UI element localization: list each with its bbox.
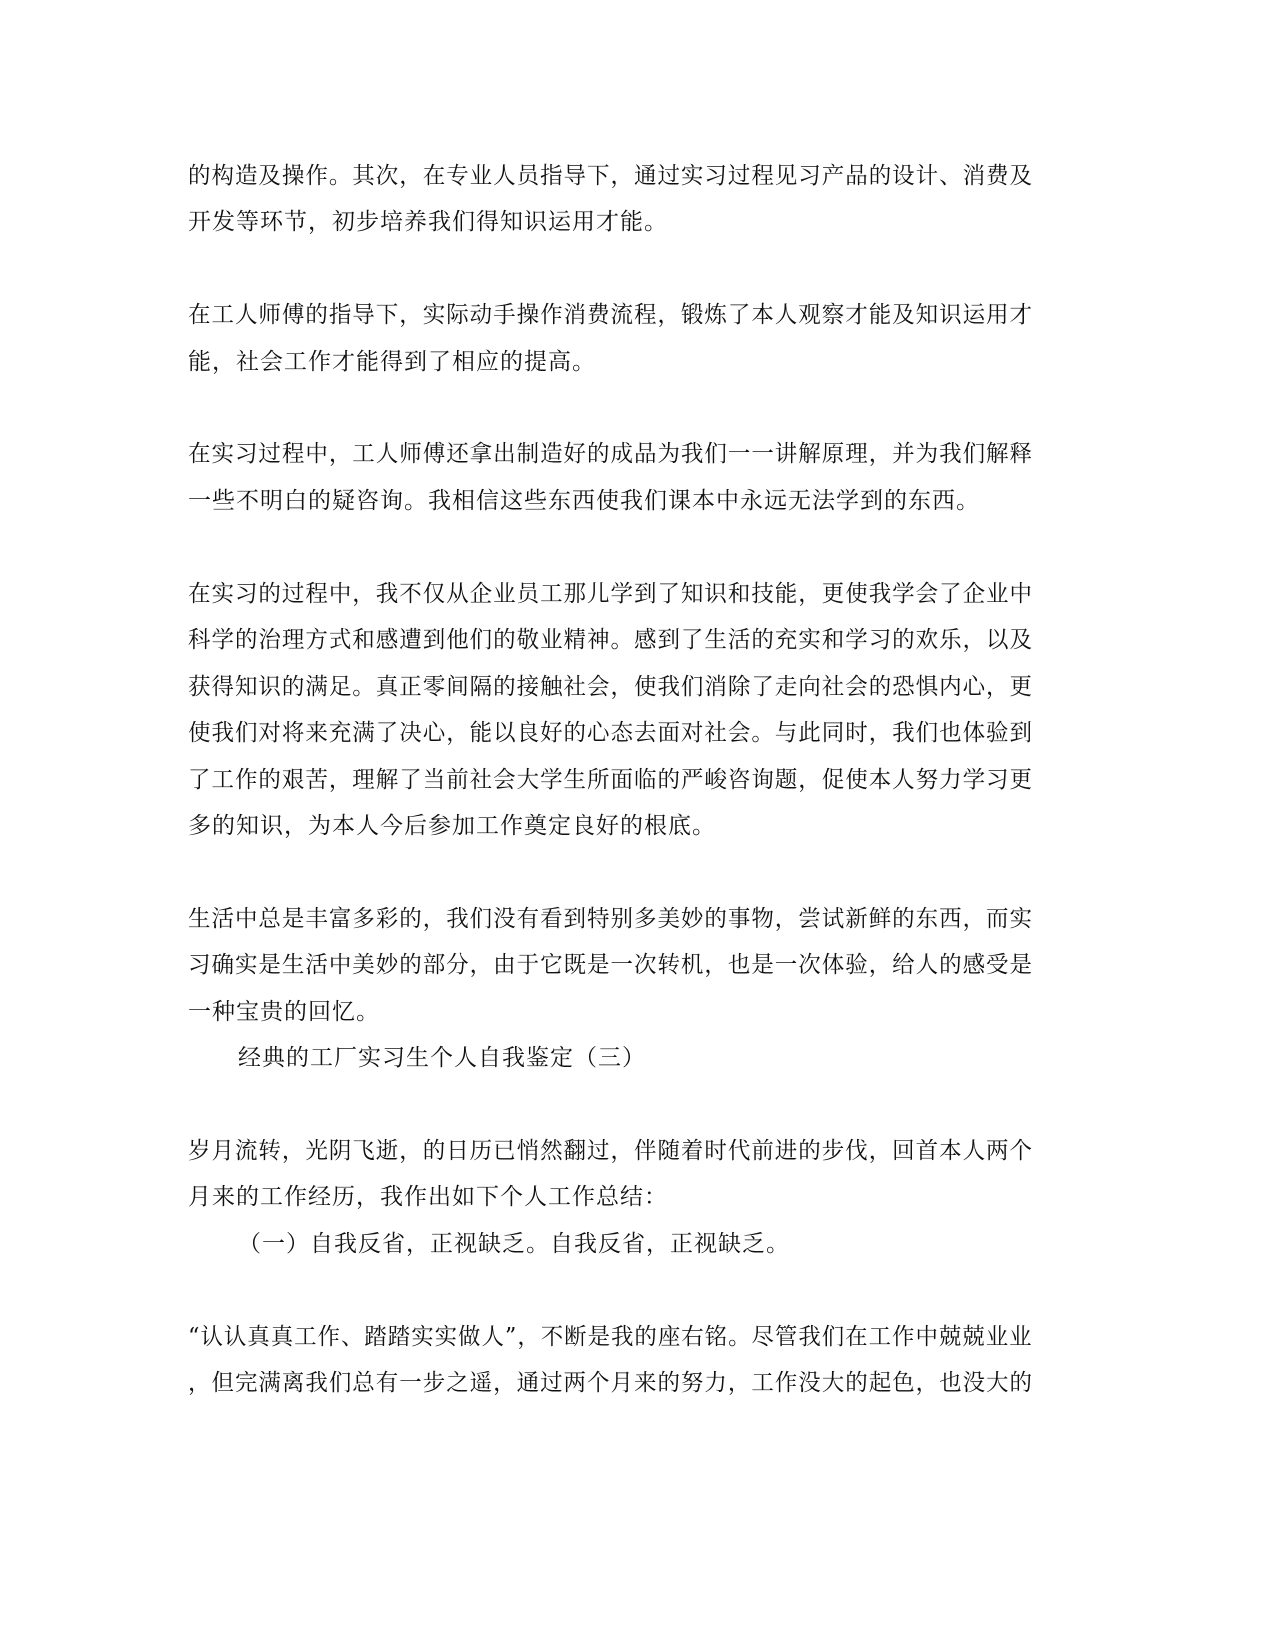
paragraph-line: 岁月流转，光阴飞逝，的日历已悄然翻过，伴随着时代前进的步伐，回首本人两个: [188, 1138, 1033, 1164]
paragraph-line: 的构造及操作。其次，在专业人员指导下，通过实习过程见习产品的设计、消费及: [188, 163, 1033, 189]
paragraph-line: 开发等环节，初步培养我们得知识运用才能。: [188, 209, 668, 235]
paragraph-line: 在工人师傅的指导下，实际动手操作消费流程，锻炼了本人观察才能及知识运用才: [188, 302, 1033, 328]
paragraph-line: 生活中总是丰富多彩的，我们没有看到特别多美妙的事物，尝试新鲜的东西，而实: [188, 906, 1033, 932]
paragraph-line: 在实习的过程中，我不仅从企业员工那儿学到了知识和技能，更使我学会了企业中: [188, 581, 1033, 607]
paragraph-line: 科学的治理方式和感遭到他们的敬业精神。感到了生活的充实和学习的欢乐，以及: [188, 627, 1033, 653]
paragraph-line: 了工作的艰苦，理解了当前社会大学生所面临的严峻咨询题，促使本人努力学习更: [188, 767, 1033, 793]
paragraph-line: 多的知识，为本人今后参加工作奠定良好的根底。: [188, 813, 716, 839]
paragraph-line: 能，社会工作才能得到了相应的提高。: [188, 349, 596, 375]
subsection-heading: （一）自我反省，正视缺乏。自我反省，正视缺乏。: [238, 1231, 790, 1257]
paragraph-line: 月来的工作经历，我作出如下个人工作总结：: [188, 1184, 668, 1210]
paragraph-line: 获得知识的满足。真正零间隔的接触社会，使我们消除了走向社会的恐惧内心，更: [188, 674, 1033, 700]
paragraph-line: 在实习过程中，工人师傅还拿出制造好的成品为我们一一讲解原理，并为我们解释: [188, 441, 1033, 467]
paragraph-line: 习确实是生活中美妙的部分，由于它既是一次转机，也是一次体验，给人的感受是: [188, 952, 1033, 978]
paragraph-line: 一些不明白的疑咨询。我相信这些东西使我们课本中永远无法学到的东西。: [188, 488, 980, 514]
paragraph-line: 一种宝贵的回忆。: [188, 999, 380, 1025]
paragraph-line: 使我们对将来充满了决心，能以良好的心态去面对社会。与此同时，我们也体验到: [188, 720, 1033, 746]
paragraph-line: “认认真真工作、踏踏实实做人”，不断是我的座右铭。尽管我们在工作中兢兢业业: [188, 1324, 1033, 1350]
section-heading: 经典的工厂实习生个人自我鉴定（三）: [238, 1045, 646, 1071]
paragraph-line: ，但完满离我们总有一步之遥，通过两个月来的努力，工作没大的起色，也没大的: [188, 1370, 1033, 1396]
